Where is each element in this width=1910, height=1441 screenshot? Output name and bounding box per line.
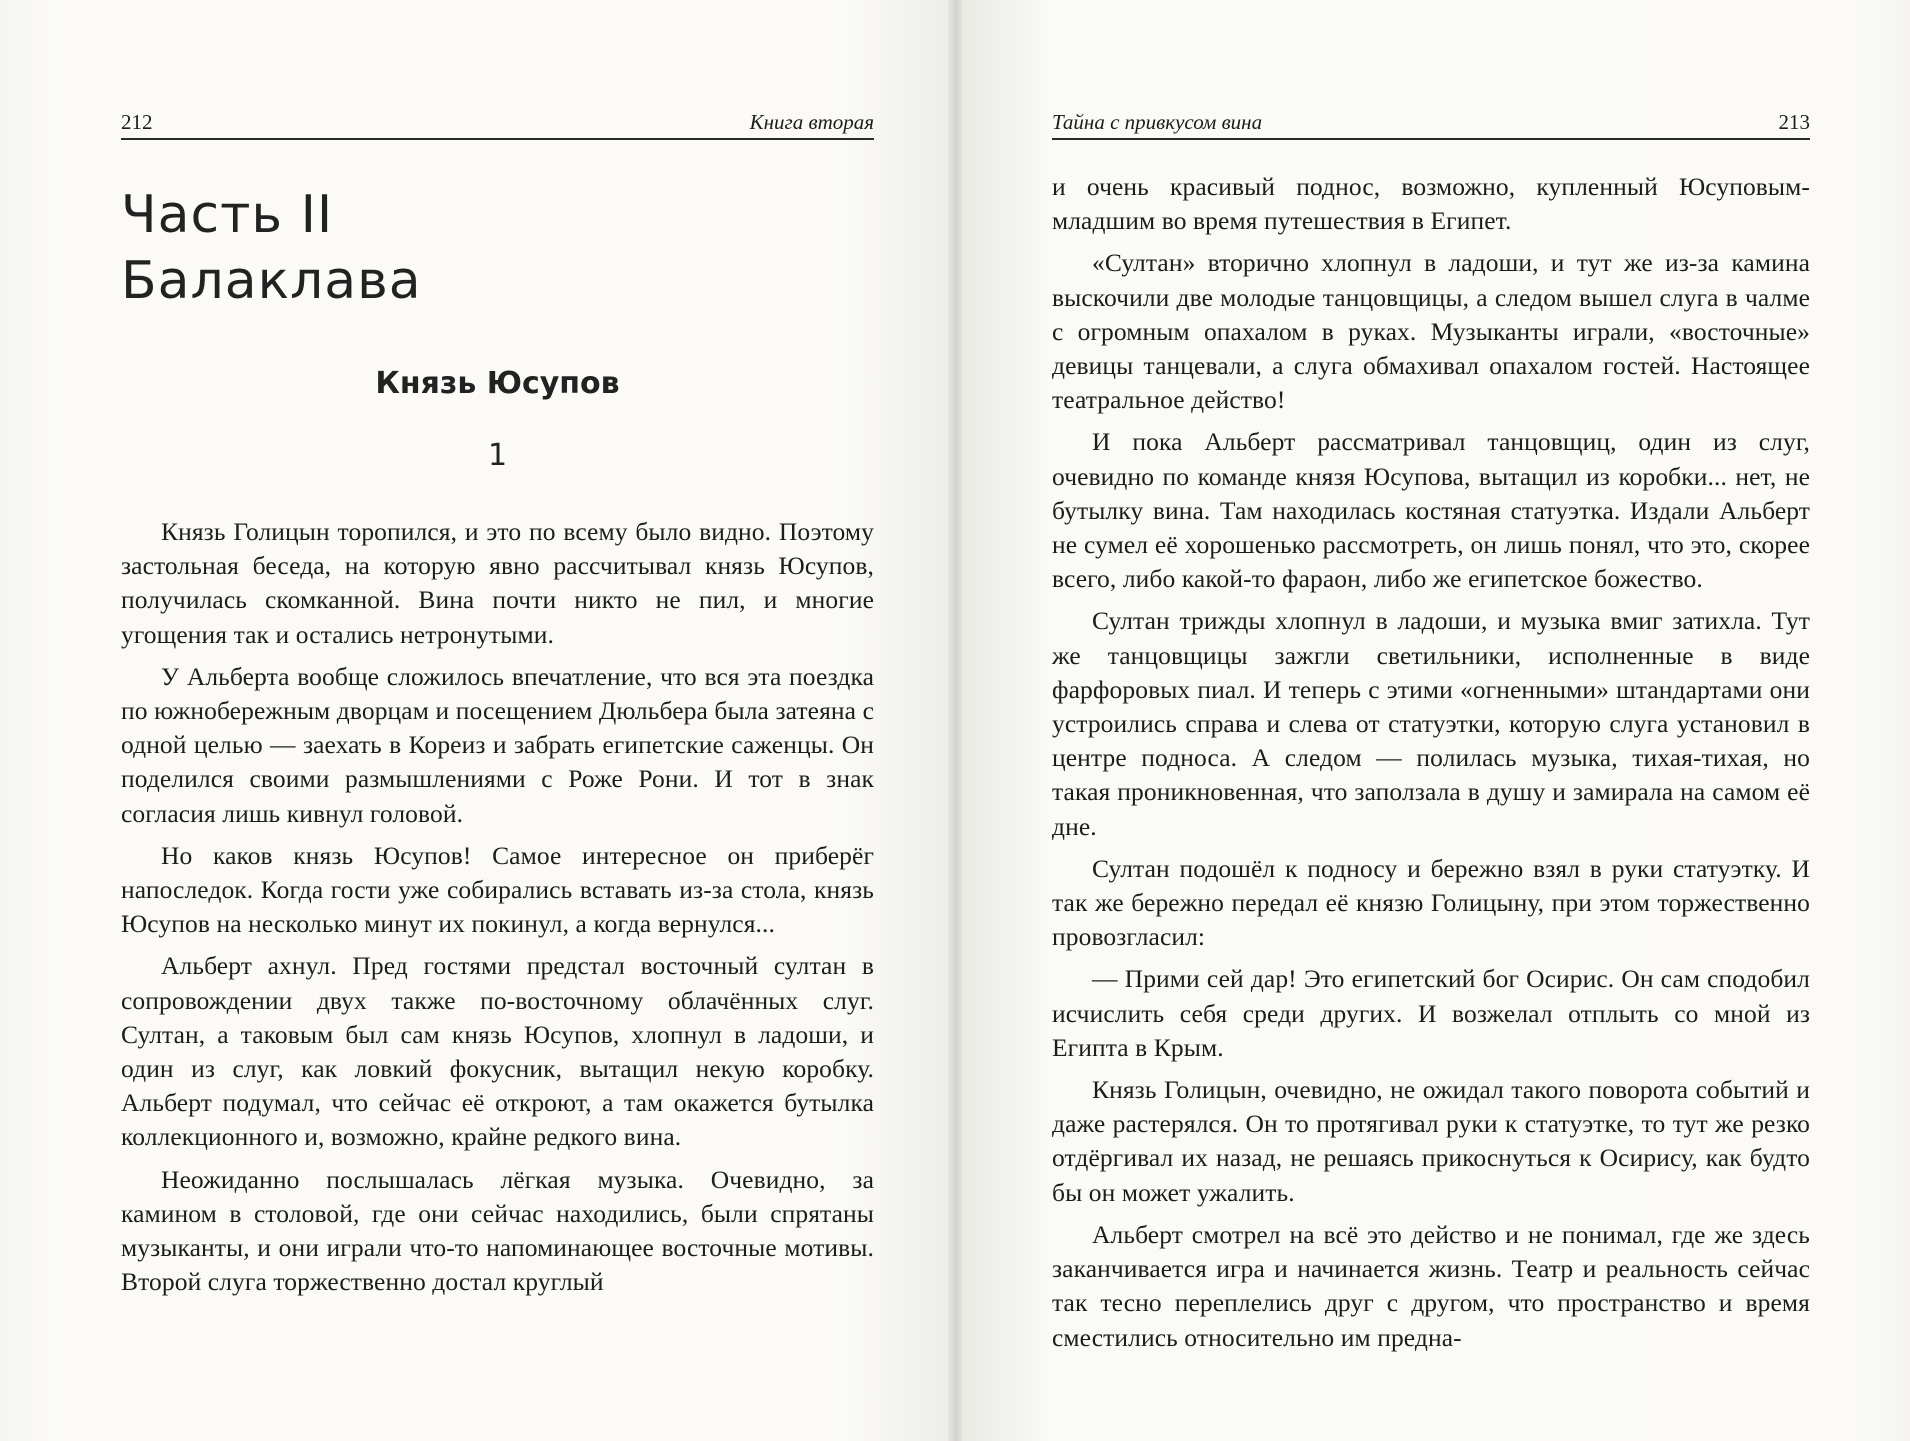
paragraph: «Султан» вторично хлопнул в ладоши, и тут же из-за камина выскочили две молодые танцовщицы, а следом вышел слуга в чалме с огромным опахалом в руках. Музыканты играли, «восточные» девицы танцевали, а слуга обмахивал опахалом гостей. Настоящее театральное действо! — [1052, 248, 1810, 415]
paragraph: Князь Голицын торопился, и это по всему было видно. Поэтому застольная беседа, на которую явно рассчитывал князь Юсупов, получилась скомканной. Вина почти никто не пил, и многие угощения так и остались нетронутыми. — [121, 517, 874, 649]
paragraph: Альберт смотрел на всё это действо и не понимал, где же здесь заканчивается игра и начинается жизнь. Театр и реальность сейчас так тесно переплелись друг с другом, что пространство и время сместились относительно им предна- — [1052, 1219, 1810, 1352]
part-title-line: Балаклава — [121, 251, 422, 311]
book-gutter — [948, 0, 962, 1441]
paragraph: — Прими сей дар! Это египетский бог Осирис. Он сам сподобил исчислить себя среди других. И возжелал отплыть со мной из Египта в Крым. — [1052, 964, 1810, 1062]
left-page-header — [121, 104, 874, 140]
page-number: 213 — [1778, 110, 1810, 134]
chapter-title: Князь Юсупов — [375, 366, 620, 401]
right-page-header — [1052, 104, 1810, 140]
part-title-line: Часть II — [121, 185, 334, 245]
body-text — [1052, 170, 1810, 1363]
paragraph: Султан трижды хлопнул в ладоши, и музыка вмиг затихла. Тут же танцовщицы зажгли светильники, исполненные в виде фарфоровых пиал. И теперь с этими «огненными» штандартами они устроились справа и слева от статуэтки, которую слуга установил в центре подноса. А следом — полилась музыка, тихая-тихая, но такая проникновенная, что заползала в душу и замирала на самом её дне. — [1052, 606, 1810, 841]
section-number: 1 — [487, 438, 508, 473]
paragraph-continuation: и очень красивый поднос, возможно, купленный Юсуповым-младшим во время путешествия в Египет. — [1052, 172, 1810, 236]
body-text — [121, 515, 874, 1307]
paragraph: Неожиданно послышалась лёгкая музыка. Очевидно, за камином в столовой, где они сейчас находились, были спрятаны музыканты, и они играли что-то напоминающее восточные мотивы. Второй слуга торжественно достал круглый — [121, 1164, 874, 1297]
page-number: 212 — [121, 110, 153, 134]
paragraph: И пока Альберт рассматривал танцовщиц, один из слуг, очевидно по команде князя Юсупова, вытащил из коробки... нет, не бутылку вина. Там находилась костяная статуэтка. Издали Альберт не сумел её хорошенько рассмотреть, он лишь понял, что это, скорее всего, либо какой-то фараон, либо же египетское божество. — [1052, 427, 1810, 594]
right-page — [955, 0, 1910, 1441]
paragraph: Султан подошёл к подносу и бережно взял в руки статуэтку. И так же бережно передал её князю Голицыну, при этом торжественно провозгласил: — [1052, 853, 1810, 952]
running-head: Книга вторая — [749, 110, 874, 134]
paragraph: У Альберта вообще сложилось впечатление, что вся эта поездка по южнобережным дворцам и посещением Дюльбера была затеяна с одной целью — заехать в Кореиз и забрать египетские саженцы. Он поделился своими размышлениями с Роже Рони. И тот в знак согласия лишь кивнул головой. — [121, 661, 874, 828]
paragraph: Но каков князь Юсупов! Самое интересное он приберёг напоследок. Когда гости уже собирались вставать из-за стола, князь Юсупов на несколько минут их покинул, а когда вернулся... — [121, 840, 874, 939]
paragraph: Альберт ахнул. Пред гостями предстал восточный султан в сопровождении двух также по-восточному облачённых слуг. Султан, а таковым был сам князь Юсупов, хлопнул в ладоши, и один из слуг, как ловкий фокусник, вытащил некую коробку. Альберт подумал, что сейчас её откроют, а там окажется бутылка коллекционного и, возможно, крайне редкого вина. — [121, 951, 874, 1152]
part-title — [121, 182, 422, 314]
running-head: Тайна с привкусом вина — [1052, 110, 1263, 134]
paragraph: Князь Голицын, очевидно, не ожидал такого поворота событий и даже растерялся. Он то протягивал руки к статуэтке, то тут же резко отдёргивал их назад, не решаясь прикоснуться к Осирису, как будто бы он может ужалить. — [1052, 1075, 1810, 1207]
